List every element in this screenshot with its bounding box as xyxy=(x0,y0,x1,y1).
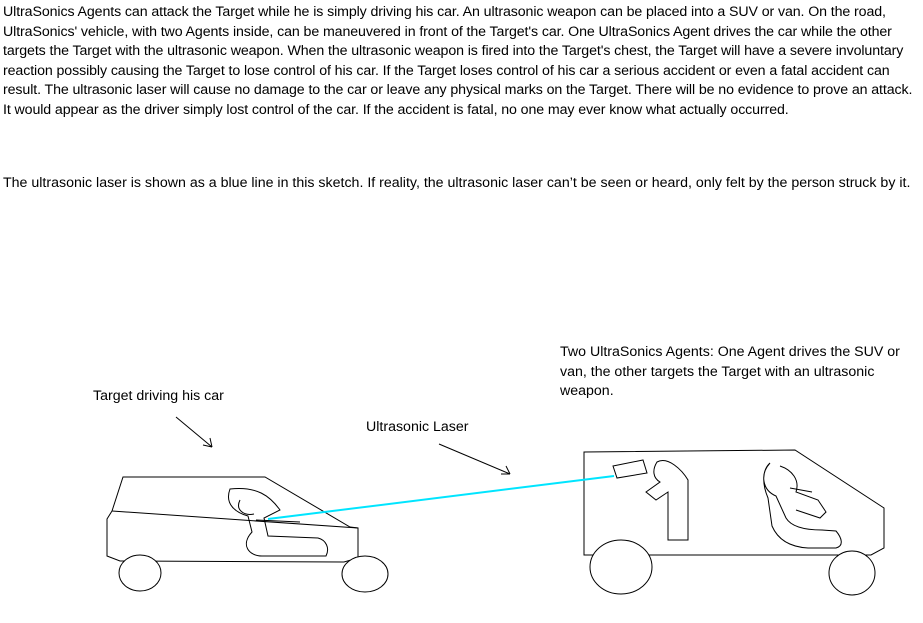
ultrasonic-weapon xyxy=(613,460,647,478)
note-paragraph: The ultrasonic laser is shown as a blue line in this sketch. If reality, the ultrasonic laser can’t be seen or heard, only felt by the person struck by it. xyxy=(3,175,911,191)
driving-agent xyxy=(764,463,842,548)
agents-label: Two UltraSonics Agents: One Agent drives the SUV or van, the other targets the Target with an ultrasonic weapon. xyxy=(560,344,900,400)
target-car-label: Target driving his car xyxy=(93,388,224,404)
van-rear-wheel xyxy=(590,540,652,594)
ultrasonic-laser-beam xyxy=(268,476,614,519)
target-car-front-wheel xyxy=(342,556,388,592)
agents-van xyxy=(584,450,884,595)
target-car-rear-wheel xyxy=(119,555,161,591)
target-car xyxy=(107,477,388,592)
target-driver xyxy=(228,488,327,556)
laser-label: Ultrasonic Laser xyxy=(366,419,469,435)
target-label-arrow xyxy=(176,417,212,447)
laser-label-arrow xyxy=(439,444,510,474)
intro-paragraph: UltraSonics Agents can attack the Target while he is simply driving his car. An ultrasonic weapon can be placed into a SUV or van. On the road, UltraSonics' vehicle, with two Agents inside, can be maneuvered in front of the Target's car. One UltraSonics Agent drives the car while the other targets the Target with the ultrasonic weapon. When the ultrasonic weapon is fired into the Target's chest, the Target will have a severe involuntary reaction possibly causing the Target to lose control of his car. If the Target loses control of his car a serious accident or even a fatal accident can result. The ultrasonic laser will cause no damage to the car or leave any physical marks on the Target. There will be no evidence to prove an attack. It would appear as the driver simply lost control of the car. If the accident is fatal, no one may ever know what actually occurred. xyxy=(3,4,913,118)
weapon-agent xyxy=(613,460,688,540)
van-front-wheel xyxy=(829,551,875,595)
